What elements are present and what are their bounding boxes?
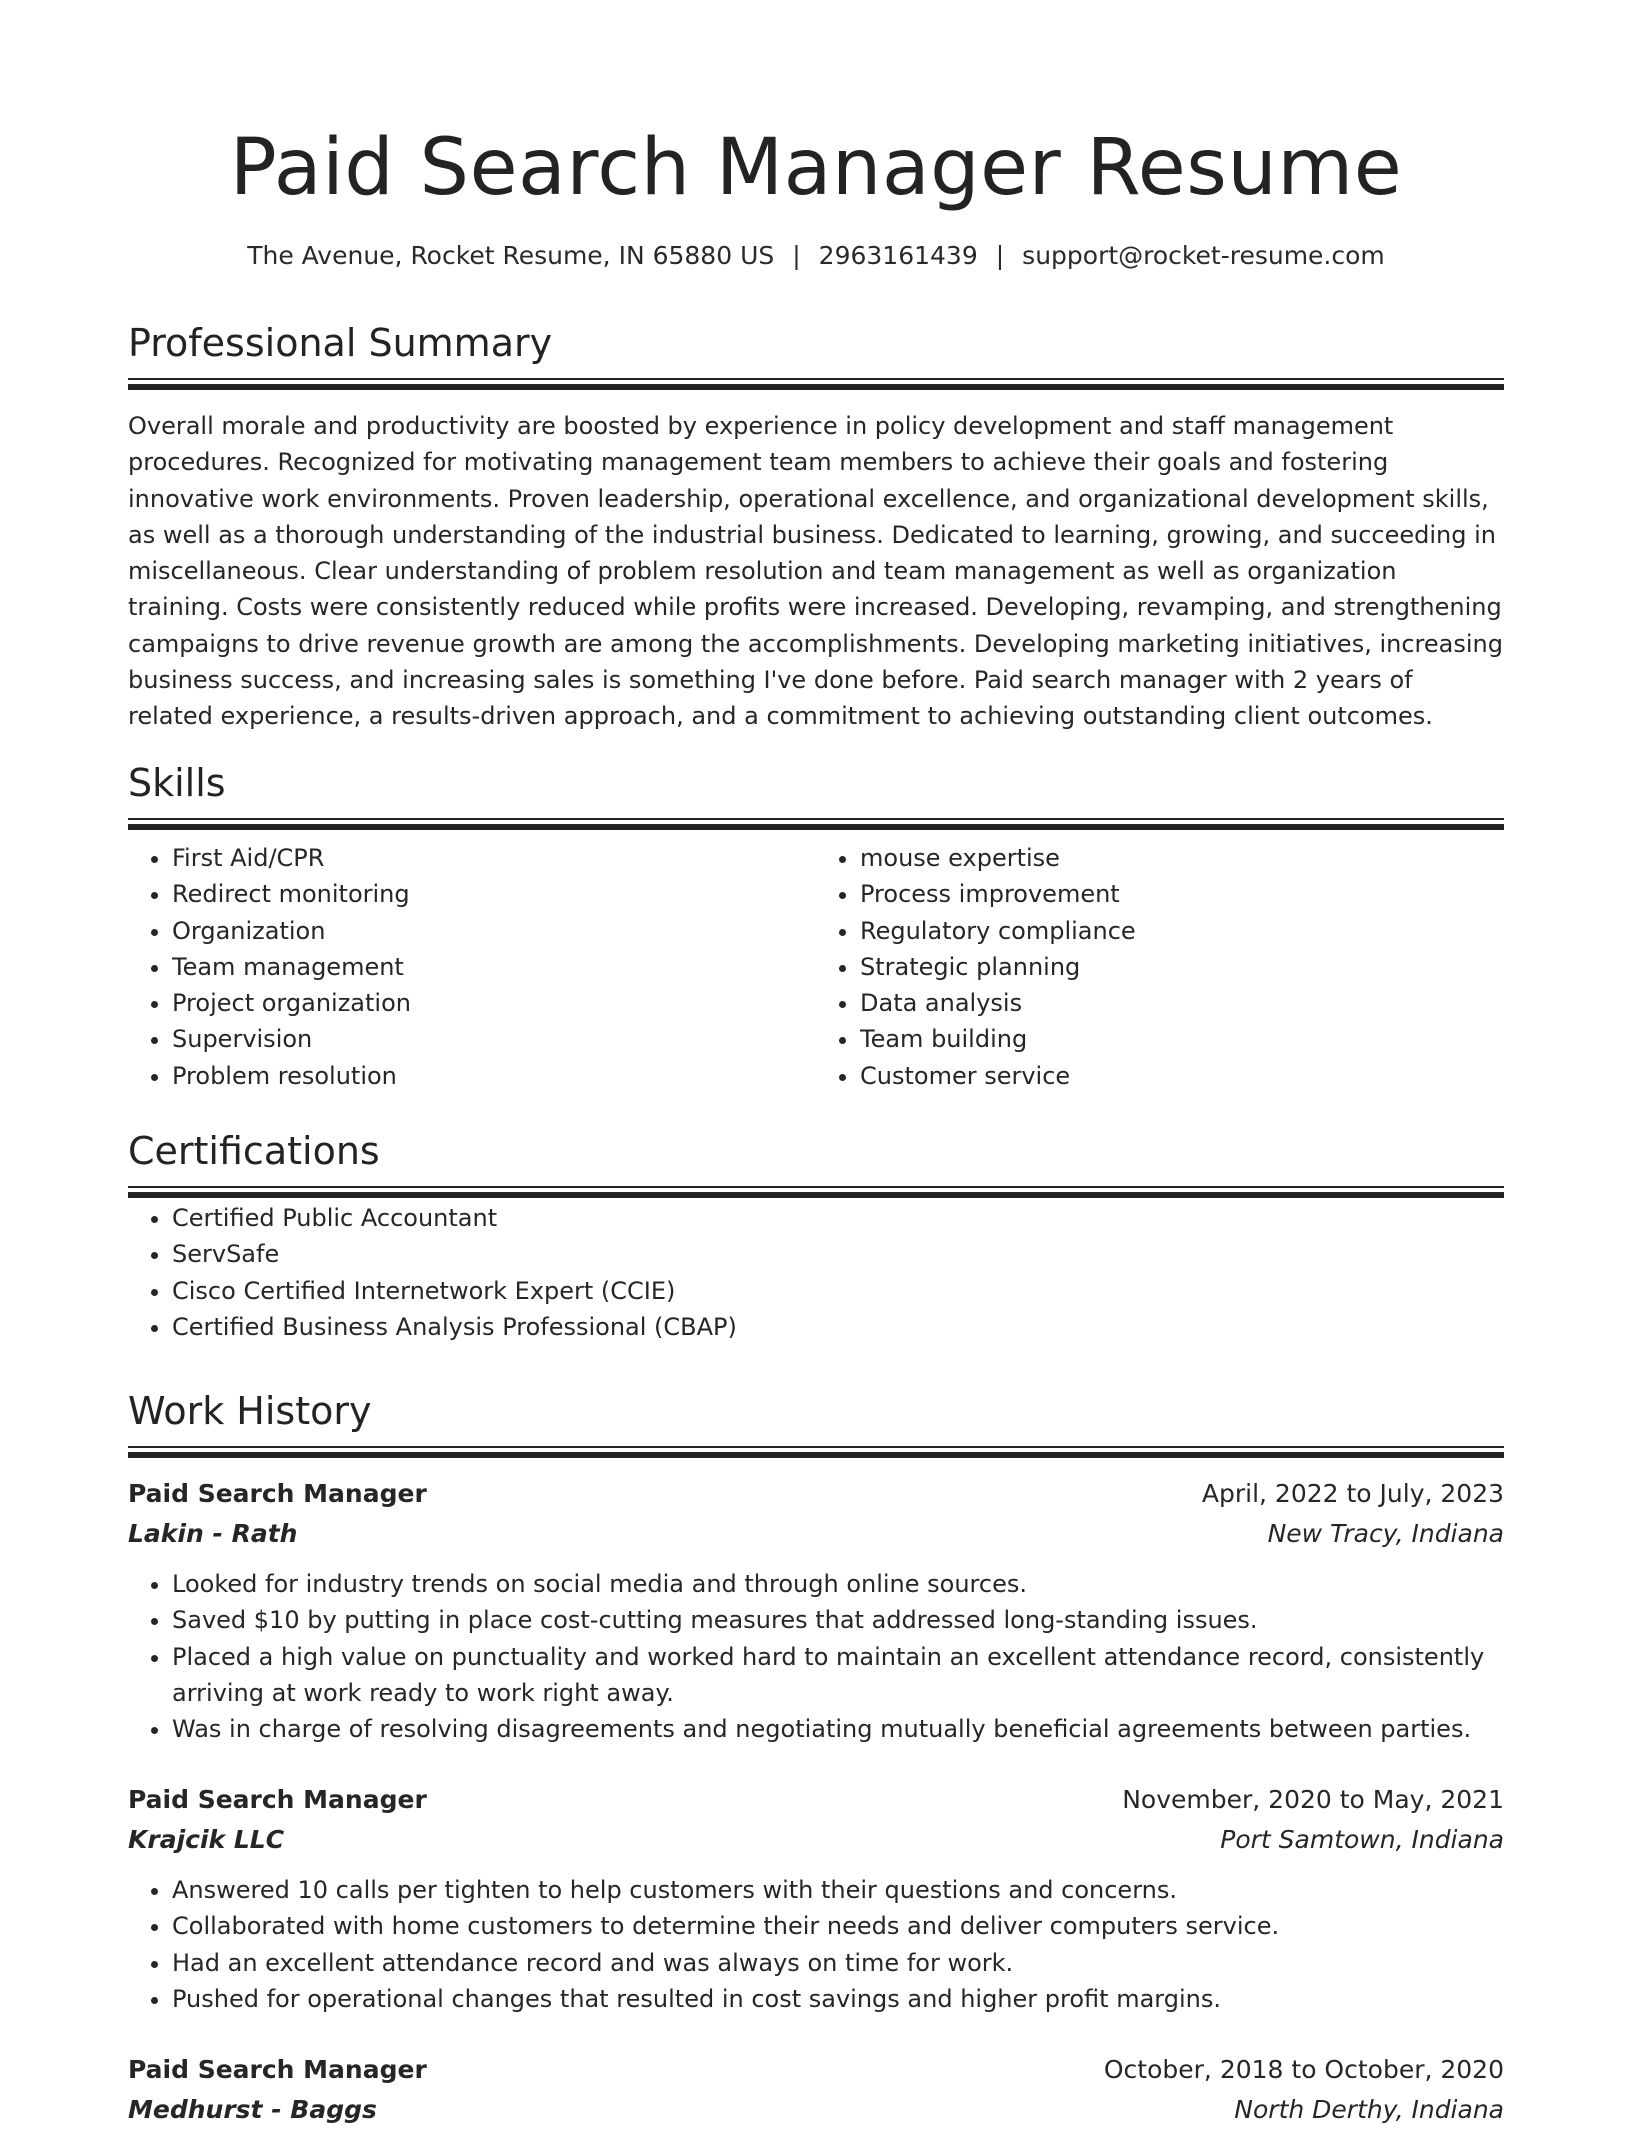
skill-item: • Organization <box>172 913 816 949</box>
job-title: Paid Search Manager <box>128 1785 427 1814</box>
section-professional-summary <box>128 318 1504 735</box>
skill-item: • Team building <box>860 1021 1504 1057</box>
job-duty: • Saved $10 by putting in place cost-cutting measures that addressed long-standing issues. <box>172 1602 1504 1638</box>
section-heading: Certifications <box>128 1129 380 1173</box>
skill-item: • Project organization <box>172 985 816 1021</box>
job-location: North Derthy, Indiana <box>1234 2095 1504 2124</box>
contact-separator: | <box>792 241 801 270</box>
job-entry <box>128 1474 1504 1747</box>
section-divider <box>128 818 1504 832</box>
section-skills <box>128 758 1504 1094</box>
job-duty: • Pushed for operational changes that resulted in cost savings and higher profit margins. <box>172 1981 1504 2017</box>
job-company: Medhurst - Baggs <box>128 2095 377 2124</box>
skill-item: • Strategic planning <box>860 949 1504 985</box>
certification-item: • ServSafe <box>172 1236 1504 1272</box>
job-location: New Tracy, Indiana <box>1267 1519 1504 1548</box>
job-title: Paid Search Manager <box>128 1479 427 1508</box>
job-dates: April, 2022 to July, 2023 <box>1201 1479 1504 1508</box>
job-duty: • Placed a high value on punctuality and worked hard to maintain an excellent attendance record, consistently arriving at work ready to work right away. <box>172 1639 1504 1712</box>
job-duties-list <box>128 1872 1504 2017</box>
summary-paragraph: Overall morale and productivity are boosted by experience in policy development and staff management procedures. Recognized for motivating management team members to achieve their goals and fostering innovative work environments. Proven leadership, operational excellence, and organizational development skills, as well as a thorough understanding of the industrial business. Dedicated to learning, growing, and succeeding in miscellaneous. Clear understanding of problem resolution and team management as well as organization training. Costs were consistently reduced while profits were increased. Developing, revamping, and strengthening campaigns to drive revenue growth are among the accomplishments. Developing marketing initiatives, increasing business success, and increasing sales is something I've done before. Paid search manager with 2 years of related experience, a results-driven approach, and a commitment to achieving outstanding client outcomes. <box>128 412 1503 731</box>
certification-item: • Cisco Certified Internetwork Expert (CCIE) <box>172 1273 1504 1309</box>
job-entry <box>128 2050 1504 2130</box>
section-divider <box>128 1446 1504 1460</box>
skill-item: • Team management <box>172 949 816 985</box>
job-duty: • Looked for industry trends on social media and through online sources. <box>172 1566 1504 1602</box>
skill-item: • First Aid/CPR <box>172 840 816 876</box>
certification-item: • Certified Public Accountant <box>172 1200 1504 1236</box>
skill-item: • Data analysis <box>860 985 1504 1021</box>
job-title: Paid Search Manager <box>128 2055 427 2084</box>
section-certifications <box>128 1126 1504 1345</box>
contact-phone: 2963161439 <box>818 241 978 270</box>
section-divider <box>128 1186 1504 1200</box>
job-entry <box>128 1780 1504 2017</box>
contact-separator: | <box>995 241 1005 270</box>
certifications-list <box>128 1200 1504 1345</box>
section-work-history <box>128 1386 1504 1460</box>
contact-line <box>128 236 1504 276</box>
job-location: Port Samtown, Indiana <box>1220 1825 1504 1854</box>
skill-item: • Problem resolution <box>172 1058 816 1094</box>
job-company: Lakin - Rath <box>128 1519 298 1548</box>
skills-list-left <box>128 840 816 1094</box>
section-divider <box>128 378 1504 392</box>
skill-item: • Process improvement <box>860 876 1504 912</box>
job-duty: • Collaborated with home customers to determine their needs and deliver computers service. <box>172 1908 1504 1944</box>
job-duty: • Answered 10 calls per tighten to help customers with their questions and concerns. <box>172 1872 1504 1908</box>
section-heading: Professional Summary <box>128 321 553 365</box>
certification-item: • Certified Business Analysis Professional (CBAP) <box>172 1309 1504 1345</box>
job-duty: • Was in charge of resolving disagreements and negotiating mutually beneficial agreements between parties. <box>172 1711 1504 1747</box>
skill-item: • mouse expertise <box>860 840 1504 876</box>
resume-title: Paid Search Manager Resume <box>229 123 1403 213</box>
skill-item: • Customer service <box>860 1058 1504 1094</box>
skill-item: • Regulatory compliance <box>860 913 1504 949</box>
contact-email: support@rocket-resume.com <box>1022 241 1385 270</box>
job-dates: October, 2018 to October, 2020 <box>1103 2055 1504 2084</box>
skill-item: • Supervision <box>172 1021 816 1057</box>
section-heading: Skills <box>128 761 226 805</box>
skills-list-right <box>816 840 1504 1094</box>
job-duty: • Had an excellent attendance record and was always on time for work. <box>172 1945 1504 1981</box>
skills-columns <box>128 840 1504 1094</box>
job-duties-list <box>128 1566 1504 1747</box>
job-dates: November, 2020 to May, 2021 <box>1122 1785 1504 1814</box>
job-company: Krajcik LLC <box>128 1825 285 1854</box>
section-heading: Work History <box>128 1389 372 1433</box>
skill-item: • Redirect monitoring <box>172 876 816 912</box>
contact-address: The Avenue, Rocket Resume, IN 65880 US <box>247 241 775 270</box>
